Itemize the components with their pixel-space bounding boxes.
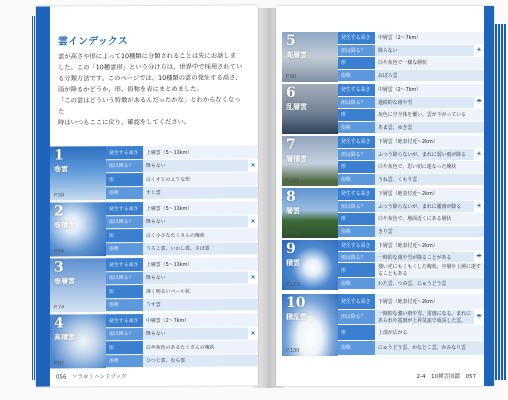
table-row [338, 97, 484, 110]
label-shape: 形 [338, 57, 375, 69]
value-shape: 白く小さなたくさんの塊状 [143, 228, 258, 241]
value-shape: 白くすじのような形 [143, 172, 258, 185]
cloud-number: 3 [54, 259, 64, 276]
page-footer-right: 2-4 10種雲図鑑 057 [416, 374, 476, 380]
cloud-number: 6 [286, 85, 296, 101]
label-shape: 形 [338, 263, 375, 277]
table-row [106, 228, 258, 242]
table-row [106, 354, 258, 368]
label-shape: 形 [338, 325, 375, 340]
cloud-number: 1 [54, 147, 64, 164]
table-row [106, 201, 258, 215]
cloud-number: 9 [286, 241, 296, 257]
label-rain: 雨は降る？ [338, 201, 375, 213]
table-row [106, 186, 258, 200]
table-row [338, 57, 484, 70]
open-book [30, 6, 498, 388]
page-ref: P.90 [286, 74, 297, 80]
cloud-number: 7 [286, 137, 296, 153]
cloud-photo-nimbostratus [282, 84, 338, 135]
label-height: 発生する高さ [106, 202, 143, 215]
label-height: 発生する高さ [338, 188, 375, 200]
table-row [106, 327, 258, 341]
table-row [338, 122, 484, 135]
label-shape: 形 [106, 173, 143, 186]
value-height: 下層雲（地表付近～2km） [375, 136, 484, 148]
label-shape: 形 [338, 109, 375, 121]
umbrella-icon: ☂ [475, 98, 483, 107]
value-alias: すじ雲 [143, 186, 258, 199]
table-row [338, 45, 484, 58]
intro-line: 雲が高さや形によって10種類に分類されることは先にお話しま [58, 52, 237, 61]
cloud-table [106, 145, 258, 200]
intro-line: した。この「10種雲形」という分け方は、世界中で採用されてい [58, 63, 243, 72]
table-row [338, 32, 484, 45]
cloud-table [338, 136, 484, 186]
page-ref: P.82 [54, 360, 65, 367]
left-page-blue-bar [36, 7, 50, 387]
label-height: 発生する高さ [338, 84, 375, 96]
value-rain: ふつう降らないが、まれに弱い雨が降る [375, 149, 474, 161]
label-shape: 形 [106, 229, 143, 242]
table-row [338, 263, 484, 278]
label-height: 発生する高さ [106, 314, 143, 327]
cloud-table [338, 188, 484, 238]
cloud-entry [50, 257, 258, 312]
cloud-entry [282, 136, 484, 186]
table-row [338, 252, 484, 264]
label-height: 発生する高さ [338, 240, 375, 251]
label-height: 発生する高さ [106, 258, 143, 271]
label-rain: 雨は降る？ [338, 252, 375, 263]
value-rain: 降らない [143, 327, 248, 340]
label-rain: 雨は降る？ [106, 160, 143, 173]
label-shape: 形 [106, 341, 143, 354]
cloud-entry [50, 145, 258, 200]
cloud-photo-altocumulus [50, 314, 106, 369]
table-row [338, 174, 484, 187]
value-shape: 薄く明るいベール状 [143, 284, 258, 297]
cloud-table [338, 240, 484, 290]
label-alias: 俗称 [338, 278, 375, 289]
sun-icon: ☀ [249, 273, 257, 282]
value-alias: ひつじ雲、むら雲 [143, 354, 258, 367]
table-row [106, 298, 258, 312]
cloud-number: 2 [54, 203, 64, 220]
right-page [276, 6, 494, 386]
sun-icon: ☀ [475, 150, 483, 159]
cloud-photo-cirrocumulus [50, 202, 106, 257]
value-rain: 降らない [143, 215, 248, 228]
label-alias: 俗称 [338, 70, 375, 82]
value-shape: 白や灰色のあるたくさんの塊状 [143, 340, 258, 353]
cloud-entry [282, 240, 484, 290]
label-shape: 形 [338, 213, 375, 225]
cloud-table [338, 32, 484, 82]
table-row [106, 313, 258, 327]
cloud-number: 8 [286, 189, 296, 205]
table-row [338, 310, 484, 326]
table-row [338, 294, 484, 310]
table-row [106, 242, 258, 256]
left-page [36, 5, 258, 386]
value-rain: 一時的な雨や雪が降ることがある [375, 252, 474, 263]
table-row [338, 325, 484, 341]
cloud-table [106, 257, 258, 312]
value-alias: きり雲 [375, 226, 484, 238]
value-shape: 灰色に空全体を覆い、雲が下がっている [375, 109, 484, 121]
value-height: 中層雲（2～7km） [375, 32, 484, 44]
cloud-name: 高積雲 [54, 333, 75, 342]
table-row [338, 70, 484, 83]
page-ref: P.106 [286, 178, 300, 184]
umbrella-icon: ☂ [475, 253, 483, 261]
table-row [338, 149, 484, 162]
label-shape: 形 [338, 161, 375, 173]
intro-line: 「この雲はどういう特徴があるんだったかな」とわからなくなった [58, 96, 241, 116]
value-alias: うす雲 [143, 298, 258, 311]
value-height: 上層雲（5～13km） [143, 201, 258, 214]
label-alias: 俗称 [338, 226, 375, 238]
value-alias: あま雲、ゆき雲 [375, 122, 484, 134]
table-row [338, 341, 484, 357]
cloud-name: 巻雲 [54, 165, 68, 174]
table-row [338, 161, 484, 174]
cloud-number: 5 [286, 33, 296, 49]
table-row [106, 271, 258, 285]
cloud-table [106, 201, 258, 256]
value-shape: 上部が広がる [375, 325, 484, 340]
cloud-name: 積雲 [286, 259, 300, 267]
sun-icon: ☀ [249, 329, 257, 338]
value-rain: 一時的な強い雨や雪、雷雨になる。まれにあられや雹雨が上昇気流で成長した雲。 [375, 310, 474, 325]
table-row [338, 109, 484, 122]
page-ref: P.98 [286, 126, 297, 132]
cloud-name: 積乱雲 [286, 313, 307, 321]
label-rain: 雨は降る？ [338, 97, 375, 109]
table-row [106, 215, 258, 229]
table-row [338, 240, 484, 252]
label-height: 発生する高さ [338, 294, 375, 309]
label-alias: 俗称 [338, 174, 375, 186]
sun-icon: ☀ [475, 202, 483, 211]
label-rain: 雨は降る？ [106, 328, 143, 341]
value-rain: 連続的な雨や雪 [375, 97, 474, 109]
sun-icon: ☀ [249, 217, 257, 226]
intro-block [58, 31, 246, 128]
cloud-name: 高層雲 [286, 51, 307, 59]
umbrella-icon: ☂ [475, 312, 483, 321]
label-height: 発生する高さ [106, 146, 143, 159]
value-rain: 降らない [375, 45, 474, 57]
cloud-table [338, 84, 484, 134]
cloud-entry [50, 201, 258, 256]
cloud-photo-cumulonimbus [282, 294, 338, 357]
sun-icon: ☀ [475, 46, 483, 55]
cloud-photo-stratus [282, 188, 338, 239]
intro-line: 時はいつもここに戻り、確認をしてください。 [58, 118, 191, 127]
value-alias: うね雲、くもり雲 [375, 174, 484, 186]
cloud-name: 巻層雲 [54, 277, 75, 286]
right-page-blue-bar [484, 6, 494, 386]
cloud-number: 4 [54, 315, 64, 332]
table-row [106, 257, 258, 271]
cloud-name: 層積雲 [286, 155, 307, 163]
cloud-entry [50, 313, 258, 368]
value-shape: 白や灰色で、思い切に連なった塊状 [375, 161, 484, 173]
value-rain: 降らない [143, 271, 248, 284]
sun-icon: ☀ [249, 161, 257, 170]
label-alias: 俗称 [106, 187, 143, 200]
label-height: 発生する高さ [338, 32, 375, 44]
value-height: 下層雲（地表付近～2km） [375, 240, 484, 251]
table-row [106, 145, 258, 159]
cloud-table [106, 313, 258, 368]
table-row [338, 213, 484, 226]
label-alias: 俗称 [106, 355, 143, 368]
label-alias: 俗称 [106, 299, 143, 312]
cloud-photo-cirrostratus [50, 258, 106, 313]
value-height: 中層雲（2～7km） [143, 313, 258, 326]
cloud-entry [282, 84, 484, 134]
value-height: 下層雲（地表付近～2km） [375, 294, 484, 309]
value-height: 上層雲（5～13km） [143, 145, 258, 158]
label-shape: 形 [106, 285, 143, 298]
label-alias: 俗称 [338, 341, 375, 356]
page-title: 雲インデックス [58, 36, 128, 48]
table-row [338, 136, 484, 149]
page-edges-right [492, 24, 506, 380]
page-ref: P.114 [286, 230, 300, 236]
page-ref: P.58 [54, 192, 65, 199]
intro-line: る分類方法です。このページでは、10種類の雲の発生する高さ、 [58, 74, 242, 83]
value-height: 下層雲（地表付近～2km） [375, 188, 484, 200]
page-ref: P.66 [54, 248, 65, 255]
label-rain: 雨は降る？ [338, 149, 375, 161]
cloud-photo-stratocumulus [282, 136, 338, 187]
cloud-name: 乱層雲 [286, 103, 307, 111]
value-height: 上層雲（5～13km） [143, 257, 258, 270]
table-row [338, 84, 484, 97]
table-row [338, 278, 484, 290]
page-ref: P.130 [286, 348, 300, 354]
page-footer-left: 056 ソラヨミハンドブック [56, 374, 127, 381]
label-rain: 雨は降る？ [338, 45, 375, 57]
table-row [106, 284, 258, 298]
table-row [338, 226, 484, 239]
cloud-table [338, 294, 484, 356]
value-alias: おぼろ雲 [375, 70, 484, 82]
value-shape: 強い光にもくもくした塊状、中層や上層に達することもある [375, 263, 484, 277]
cloud-photo-altostratus [282, 32, 338, 83]
page-ref: P.122 [286, 282, 300, 288]
cloud-entry [282, 32, 484, 82]
label-rain: 雨は降る？ [106, 216, 143, 229]
value-alias: にゅうどう雲、かなとこ雲、かみなり雲 [375, 341, 484, 356]
value-alias: うろこ雲、いわし雲、さば雲 [143, 242, 258, 255]
label-rain: 雨は降る？ [106, 272, 143, 285]
table-row [106, 172, 258, 186]
cloud-photo-cumulus [282, 240, 338, 291]
intro-line: 雨が降るかどうか、形、俗称を表にまとめました。 [58, 85, 203, 94]
value-shape: 白や灰色で一様な層状 [375, 57, 484, 69]
table-row [338, 201, 484, 214]
label-rain: 雨は降る？ [338, 310, 375, 325]
value-shape: 白や灰色で、地面近くにある層状 [375, 213, 484, 225]
value-rain: ふつう降らないが、まれに霧雨が降る [375, 201, 474, 213]
cloud-name: 巻積雲 [54, 221, 75, 230]
cloud-entry [282, 294, 484, 356]
cloud-entry [282, 188, 484, 238]
cloud-name: 層雲 [286, 207, 300, 215]
table-row [338, 188, 484, 201]
value-alias: わた雲、つみ雲、にゅうどう雲 [375, 278, 484, 289]
table-row [106, 340, 258, 354]
value-height: 中層雲（2～7km） [375, 84, 484, 96]
value-rain: 降らない [143, 159, 248, 172]
label-height: 発生する高さ [338, 136, 375, 148]
cloud-number: 10 [286, 295, 306, 311]
label-alias: 俗称 [106, 243, 143, 256]
table-row [106, 159, 258, 173]
page-ref: P.74 [54, 304, 65, 311]
label-alias: 俗称 [338, 122, 375, 134]
cloud-photo-cirrus [50, 146, 106, 201]
